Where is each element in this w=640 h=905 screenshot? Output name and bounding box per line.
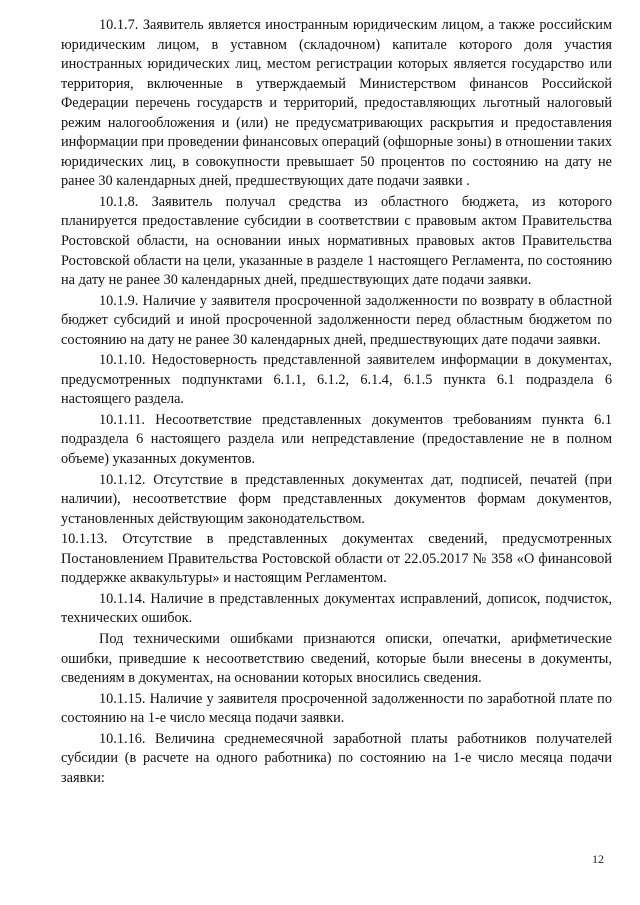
paragraph-10-1-8: 10.1.8. Заявитель получал средства из областного бюджета, из которого планируется предоставление субсидии в соответствии с правовым актом Правительства Ростовской области, на основании иных нормативных правовых актов Правительства Ростовской области на цели, указанные в разделе 1 настоящего Регламента, по состоянию на дату не ранее 30 календарных дней, предшествующих дате подачи заявки.	[61, 193, 612, 289]
paragraph-technical-errors: Под техническими ошибками признаются описки, опечатки, арифметические ошибки, приведшие к несоответствию сведений, которые были внесены в документы, сведениям в документах, на основании которых вносились сведения.	[61, 630, 612, 687]
paragraph-10-1-7: 10.1.7. Заявитель является иностранным юридическим лицом, а также российским юридическим лицом, в уставном (складочном) капитале которого доля участия иностранных юридических лиц, местом регистрации которых является государство или территория, включенные в утверждаемый Министерством финансов Российской Федерации перечень государств и территорий, предоставляющих льготный налоговый режим налогообложения и (или) не предусматривающих раскрытия и предоставления информации при проведении финансовых операций (офшорные зоны) в отношении таких юридических лиц, в совокупности превышает 50 процентов по состоянию на дату не ранее 30 календарных дней, предшествующих дате подачи заявки .	[61, 17, 612, 190]
paragraph-10-1-13: 10.1.13. Отсутствие в представленных документах сведений, предусмотренных Постановлением Правительства Ростовской области от 22.05.2017 № 358 «О финансовой поддержке аквакультуры» и настоящим Регламентом.	[61, 531, 612, 587]
page-number: 12	[592, 852, 604, 866]
paragraph-10-1-10: 10.1.10. Недостоверность представленной заявителем информации в документах, предусмотренных подпунктами 6.1.1, 6.1.2, 6.1.4, 6.1.5 пункта 6.1 подраздела 6 настоящего раздела.	[61, 352, 612, 408]
paragraph-10-1-11: 10.1.11. Несоответствие представленных документов требованиям пункта 6.1 подраздела 6 настоящего раздела или непредставление (предоставление не в полном объеме) указанных документов.	[61, 411, 612, 468]
paragraph-10-1-15: 10.1.15. Наличие у заявителя просроченной задолженности по заработной плате по состоянию на 1-е число месяца подачи заявки.	[61, 690, 612, 727]
document-page	[61, 16, 612, 789]
paragraph-10-1-16: 10.1.16. Величина среднемесячной заработной платы работников получателей субсидии (в расчете на одного работника) по состоянию на 1-е число месяца подачи заявки:	[61, 730, 612, 786]
paragraph-10-1-14: 10.1.14. Наличие в представленных документах исправлений, дописок, подчисток, технических ошибок.	[61, 590, 612, 627]
paragraph-10-1-12: 10.1.12. Отсутствие в представленных документах дат, подписей, печатей (при наличии), несоответствие форм представленных документов формам документов, установленных действующим законодательством.	[61, 471, 612, 527]
paragraph-10-1-9: 10.1.9. Наличие у заявителя просроченной задолженности по возврату в областной бюджет субсидий и иной просроченной задолженности перед областным бюджетом по состоянию на дату не ранее 30 календарных дней, предшествующих дате подачи заявки.	[61, 292, 612, 348]
